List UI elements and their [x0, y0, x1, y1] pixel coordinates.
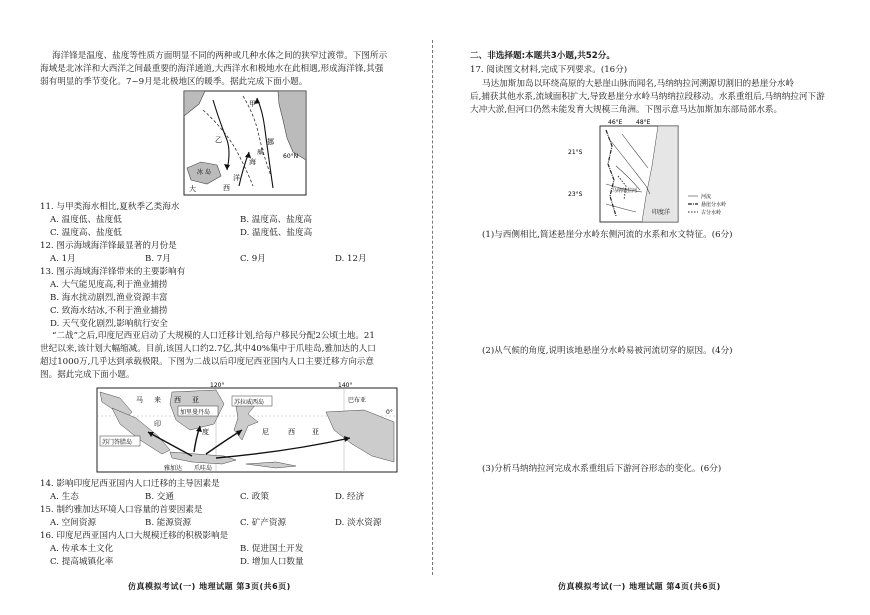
- map1-label-yang: 洋: [233, 174, 240, 182]
- map1-label-jia: 甲: [249, 100, 256, 108]
- intro2-line3: 超过1000万,几乎达到承载极限。下图为二战以后印度尼西亚国内人口主要迁移方向示意: [40, 357, 374, 367]
- map2-label-ya: 亚: [192, 396, 199, 404]
- map3-label-46e: 46°E: [608, 119, 623, 126]
- q15-option-d[interactable]: D. 淡水资源: [335, 518, 382, 528]
- map2-label-ni: 尼: [262, 428, 269, 436]
- q14-option-b[interactable]: B. 交通: [145, 492, 174, 502]
- norwegian-sea-front-map: [183, 90, 307, 196]
- map1-label-hai: 海: [249, 158, 256, 166]
- map3-label-mananara: 马纳纳拉河: [612, 188, 638, 194]
- q11-option-d[interactable]: D. 温度低、盐度高: [240, 228, 313, 238]
- q13-option-c[interactable]: C. 致海水结冰,不利于渔业捕捞: [50, 306, 168, 316]
- map2-label-java: 爪哇岛: [194, 465, 213, 472]
- q16-option-b[interactable]: B. 促进国土开发: [240, 544, 304, 554]
- map3-label-indian-ocean: 印度洋: [652, 209, 671, 216]
- q13-option-a[interactable]: A. 大气能见度高,利于渔业捕捞: [50, 280, 168, 290]
- right-page: [470, 0, 850, 615]
- map1-label-wei: 威: [257, 148, 264, 156]
- q17-intro-line1: 马达加斯加岛以环绕高原的大悬崖山脉而闻名,马纳纳拉河溯源切割旧的悬崖分水岭: [482, 79, 795, 89]
- map2-label-sumatra: 苏门答腊岛: [102, 439, 133, 446]
- intro1-line3: 弱有明显的季节变化。7~9月是北极地区的暖季。据此完成下面小题。: [40, 77, 308, 87]
- map1-label-bing: 冰: [197, 169, 204, 176]
- map1-label-60n: 60°N: [283, 153, 299, 160]
- legend-river: 河流: [701, 194, 712, 200]
- map2-label-ma: 马: [136, 396, 143, 404]
- q13-option-d[interactable]: D. 天气变化剧烈,影响航行安全: [50, 319, 168, 329]
- sub-question-2: (2)从气候的角度,说明该地悬崖分水岭易被河流切穿的原因。(4分): [482, 346, 733, 356]
- left-page: [40, 0, 420, 615]
- q11-option-a[interactable]: A. 温度低、盐度低: [50, 215, 122, 225]
- left-page-footer: 仿真模拟考试(一) 地理试题 第3页(共6页): [128, 582, 291, 591]
- q17-intro-line3: 大冲大淤,但河口仍然未能发育大规模三角洲。下图示意马达加斯加东部局部水系。: [470, 105, 783, 115]
- question-13: 13. 图示海域海洋锋带来的主要影响有: [40, 267, 186, 277]
- map2-label-xi2: 西: [288, 428, 295, 436]
- map2-label-ya2: 亚: [312, 428, 319, 436]
- question-11: 11. 与甲类海水相比,夏秋季乙类海水: [40, 202, 180, 212]
- q14-option-d[interactable]: D. 经济: [335, 492, 365, 502]
- indonesia-migration-map: [96, 382, 398, 474]
- q12-option-d[interactable]: D. 12月: [335, 254, 367, 264]
- map2-label-120: 120°: [210, 382, 225, 389]
- q11-option-c[interactable]: C. 温度高、盐度低: [50, 228, 122, 238]
- q14-option-a[interactable]: A. 生态: [50, 492, 79, 502]
- q16-option-c[interactable]: C. 提高城镇化率: [50, 557, 114, 567]
- map3-label-23s: 23°S: [568, 191, 583, 198]
- question-12: 12. 图示海域海洋锋最显著的月份是: [40, 241, 177, 251]
- question-15: 15. 制约雅加达环境人口容量的首要因素是: [40, 505, 203, 515]
- question-14: 14. 影响印度尼西亚国内人口迁移的主导因素是: [40, 479, 220, 489]
- map2-label-0: 0°: [386, 409, 393, 416]
- map1-label-nuo: 挪: [267, 138, 274, 146]
- question-16: 16. 印度尼西亚国内人口大规模迁移的积极影响是: [40, 531, 229, 541]
- map2-label-xi: 西: [174, 396, 181, 404]
- sub-question-1: (1)与西侧相比,简述悬崖分水岭东侧河流的水系和水文特征。(6分): [482, 230, 733, 240]
- right-page-footer: 仿真模拟考试(一) 地理试题 第4页(共6页): [558, 582, 721, 591]
- map1-label-da: 大: [189, 185, 196, 193]
- q12-option-c[interactable]: C. 9月: [240, 254, 266, 264]
- map2-label-140: 140°: [338, 382, 353, 389]
- q15-option-b[interactable]: B. 能源资源: [145, 518, 192, 528]
- map2-label-jakarta: 雅加达: [164, 465, 183, 472]
- map2-label-papua: 巴布亚: [348, 397, 367, 404]
- sub-question-3: (3)分析马纳纳拉河完成水系重组后下游河谷形态的变化。(6分): [482, 464, 722, 474]
- q17-intro-line2: 后,捕获其他水系,流域面积扩大,导致悬崖分水岭马纳纳拉段移动。水系重组后,马纳纳拉河下游: [470, 92, 825, 102]
- madagascar-drainage-map: [566, 116, 756, 226]
- page-divider: [432, 40, 434, 575]
- map2-label-yin: 印: [154, 420, 161, 428]
- q15-option-a[interactable]: A. 空间资源: [50, 518, 97, 528]
- map2-label-kalimantan: 加里曼丹岛: [180, 409, 211, 416]
- section-heading: 二、非选择题:本题共3小题,共52分。: [470, 51, 615, 61]
- map3-label-21s: 21°S: [568, 149, 583, 156]
- intro1-line1: 海洋锋是温度、盐度等性质方面明显不同的两种或几种水体之间的狭窄过渡带。下图所示: [52, 51, 388, 61]
- q12-option-b[interactable]: B. 7月: [145, 254, 171, 264]
- q11-option-b[interactable]: B. 温度高、盐度高: [240, 215, 312, 225]
- question-17: 17. 阅读图文材料,完成下列要求。(16分): [470, 65, 628, 75]
- q15-option-c[interactable]: C. 矿产资源: [240, 518, 287, 528]
- legend-escarpment: 悬崖分水岭: [701, 202, 727, 208]
- map2-label-lai: 来: [154, 396, 161, 404]
- q16-option-a[interactable]: A. 传承本土文化: [50, 544, 114, 554]
- map1-label-xi: 西: [223, 184, 230, 192]
- q14-option-c[interactable]: C. 政策: [240, 492, 269, 502]
- intro2-line2: 世纪以来,该计划大幅缩减。目前,该国人口约2.7亿,其中40%集中于爪哇岛,雅加达的人口: [40, 344, 376, 354]
- q12-option-a[interactable]: A. 1月: [50, 254, 76, 264]
- legend-ancient: 古分水岭: [701, 210, 722, 216]
- map3-label-48e: 48°E: [636, 119, 651, 126]
- intro1-line2: 海域是北冰洋和大西洋之间最重要的海洋通道,大西洋水和极地水在此相遇,形成海洋锋,其强: [40, 64, 384, 74]
- q13-option-b[interactable]: B. 海水扰动剧烈,渔业资源丰富: [50, 293, 168, 303]
- map1-label-yi: 乙: [215, 136, 222, 144]
- map1-label-dao: 岛: [205, 169, 212, 176]
- map2-label-sulawesi: 苏拉威西岛: [234, 399, 265, 406]
- intro2-line1: “二战”之后,印度尼西亚启动了大规模的人口迁移计划,给每户移民分配2公顷土地。21: [52, 331, 375, 341]
- map2-label-du: 度: [202, 428, 209, 436]
- q16-option-d[interactable]: D. 增加人口数量: [240, 557, 304, 567]
- intro2-line4: 图。据此完成下面小题。: [40, 370, 135, 380]
